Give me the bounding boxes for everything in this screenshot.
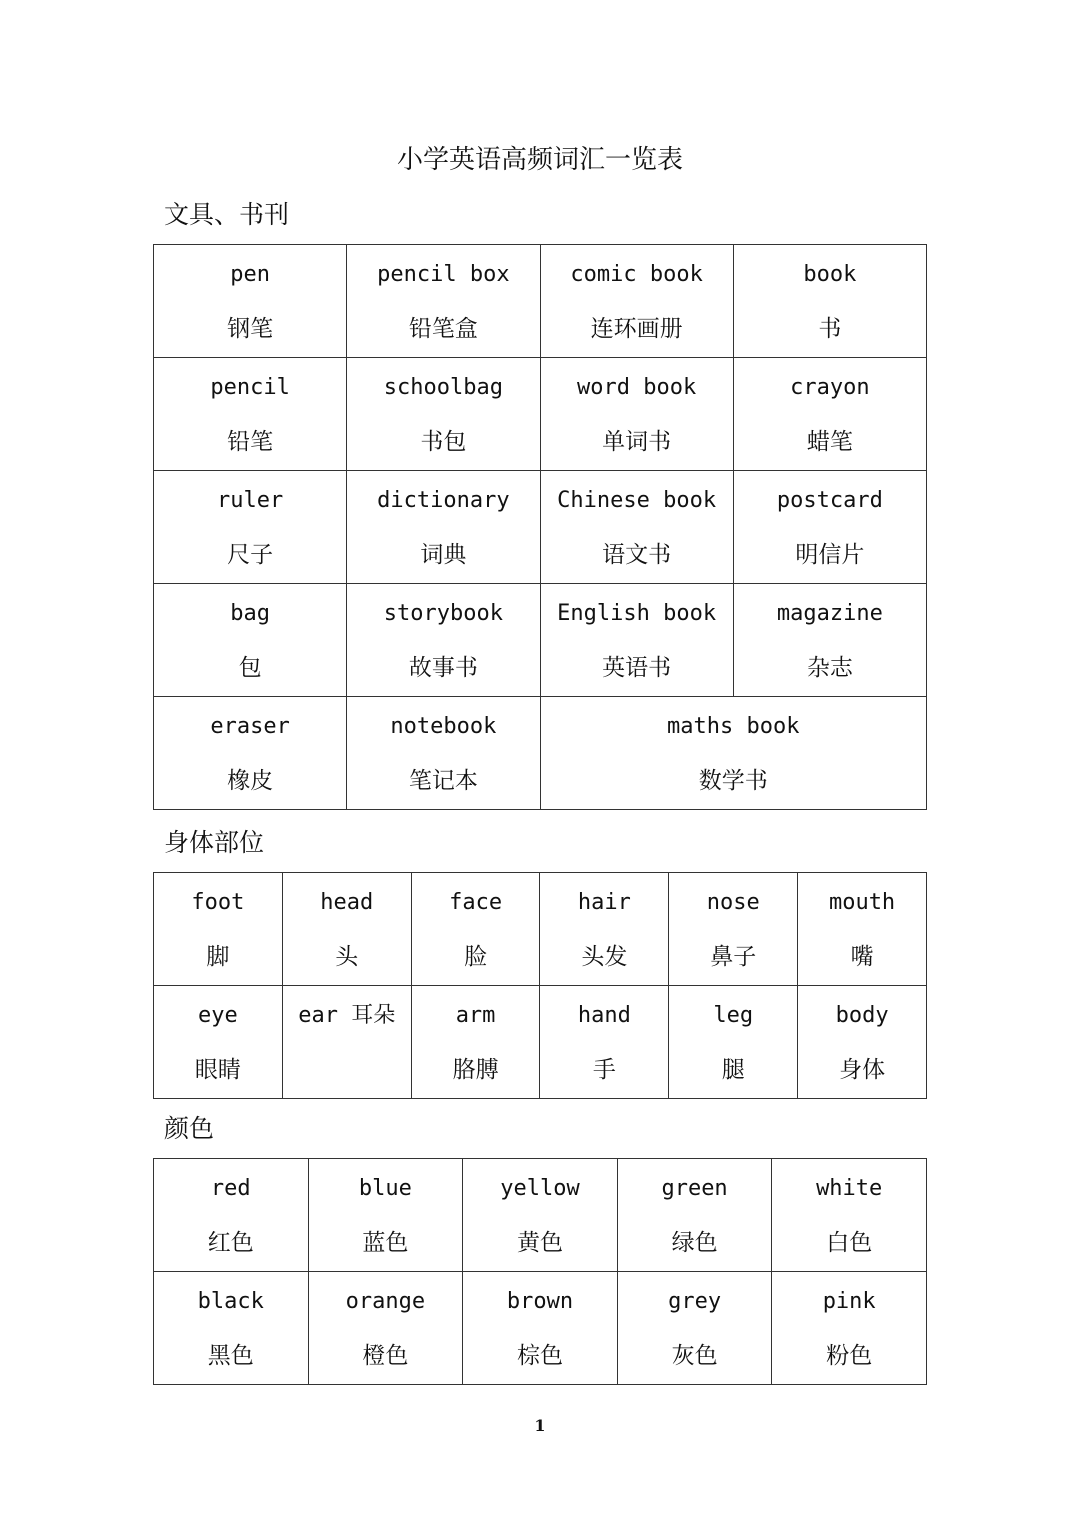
- chinese-meaning: 腿: [721, 1057, 745, 1083]
- stationery-table: [153, 244, 927, 810]
- english-word: bag: [230, 601, 270, 626]
- table-row: [154, 1272, 927, 1385]
- english-word: orange: [345, 1289, 426, 1314]
- english-word: arm: [455, 1003, 496, 1028]
- english-word: comic book: [570, 262, 703, 287]
- vocab-cell: [411, 986, 540, 1099]
- chinese-meaning: 灰色: [671, 1343, 718, 1369]
- chinese-meaning: 绿色: [671, 1230, 718, 1256]
- english-word: magazine: [776, 601, 883, 626]
- english-word: pink: [822, 1289, 876, 1314]
- table-row: [154, 986, 927, 1099]
- chinese-meaning: 英语书: [602, 655, 672, 681]
- chinese-meaning: 身体: [839, 1057, 886, 1083]
- vocab-cell: [798, 873, 927, 986]
- english-word: nose: [706, 890, 760, 915]
- vocab-cell: [347, 584, 540, 697]
- table-row: [154, 358, 927, 471]
- english-word: white: [816, 1176, 883, 1201]
- english-word: ruler: [217, 488, 284, 513]
- vocab-cell: [772, 1272, 927, 1385]
- chinese-meaning: 红色: [207, 1230, 254, 1256]
- english-word: pencil box: [377, 262, 510, 287]
- chinese-meaning: 脸: [464, 944, 488, 970]
- page-number: 1: [534, 1416, 546, 1435]
- table-row: [154, 471, 927, 584]
- english-word: mouth: [828, 890, 896, 915]
- english-word: leg: [713, 1003, 754, 1028]
- vocab-cell: [347, 358, 540, 471]
- page-title: 小学英语高频词汇一览表: [396, 145, 683, 175]
- chinese-meaning: 明信片: [795, 542, 865, 568]
- table-row: [154, 584, 927, 697]
- vocab-cell: [540, 471, 733, 584]
- chinese-meaning: 钢笔: [227, 316, 274, 342]
- chinese-meaning: 眼睛: [194, 1057, 241, 1083]
- chinese-meaning: 粉色: [826, 1343, 873, 1369]
- vocab-cell: [733, 358, 926, 471]
- english-word: brown: [506, 1289, 574, 1314]
- vocab-cell: [798, 986, 927, 1099]
- english-word: maths book: [667, 714, 800, 739]
- english-word: grey: [668, 1289, 722, 1314]
- chinese-meaning: 书: [818, 316, 842, 342]
- chinese-meaning: 头发: [581, 944, 628, 970]
- vocab-cell: [669, 873, 798, 986]
- section-heading-stationery: 文具、书刊: [164, 200, 290, 229]
- chinese-meaning: 手: [592, 1057, 616, 1083]
- english-word: yellow: [500, 1176, 580, 1201]
- english-word: green: [661, 1176, 728, 1201]
- vocab-cell: [540, 873, 669, 986]
- english-word: schoolbag: [383, 375, 503, 400]
- english-word: postcard: [776, 488, 883, 513]
- english-word: ear 耳朵: [298, 1003, 396, 1028]
- chinese-meaning: 连环画册: [590, 316, 683, 342]
- chinese-meaning: 头: [335, 944, 359, 970]
- chinese-meaning: 蓝色: [362, 1230, 409, 1256]
- english-word: crayon: [790, 375, 870, 400]
- vocab-cell: [617, 1272, 772, 1385]
- chinese-meaning: 蜡笔: [806, 429, 853, 455]
- chinese-meaning: 橙色: [362, 1343, 409, 1369]
- chinese-meaning: 书包: [420, 429, 467, 455]
- vocab-cell: [154, 873, 283, 986]
- vocab-cell: [282, 986, 411, 1099]
- english-word: book: [803, 262, 857, 287]
- vocab-cell: [154, 471, 347, 584]
- table-row: [154, 1159, 927, 1272]
- chinese-meaning: 脚: [206, 944, 230, 970]
- english-word: face: [449, 890, 503, 915]
- vocab-cell: [411, 873, 540, 986]
- english-word: blue: [358, 1176, 412, 1201]
- english-word: black: [197, 1289, 264, 1314]
- chinese-meaning: 笔记本: [408, 768, 478, 794]
- table-row: [154, 245, 927, 358]
- chinese-meaning: 语文书: [602, 542, 672, 568]
- colors-table: [153, 1158, 927, 1385]
- english-word: English book: [557, 601, 717, 626]
- english-word: hair: [577, 890, 631, 915]
- vocab-cell: [282, 873, 411, 986]
- vocab-cell: [733, 584, 926, 697]
- vocab-cell: [733, 471, 926, 584]
- vocab-cell: [154, 697, 347, 810]
- vocab-cell: [540, 358, 733, 471]
- chinese-meaning: 杂志: [806, 655, 853, 681]
- vocab-cell: [463, 1159, 618, 1272]
- chinese-meaning: 单词书: [602, 429, 672, 455]
- english-word: eraser: [210, 714, 290, 739]
- english-word: storybook: [383, 601, 503, 626]
- vocab-cell: [154, 986, 283, 1099]
- english-word: foot: [191, 890, 245, 915]
- chinese-meaning: 黑色: [207, 1343, 254, 1369]
- section-heading-body-parts: 身体部位: [164, 828, 265, 857]
- chinese-meaning: 故事书: [408, 655, 478, 681]
- chinese-meaning: 铅笔: [227, 429, 274, 455]
- english-word: pencil: [210, 375, 290, 400]
- chinese-meaning: 橡皮: [227, 768, 274, 794]
- chinese-meaning: 胳膊: [452, 1057, 499, 1083]
- chinese-meaning: 包: [238, 655, 262, 681]
- vocab-cell: [154, 584, 347, 697]
- section-heading-colors: 颜色: [164, 1114, 215, 1143]
- vocab-cell: [154, 1159, 309, 1272]
- vocab-cell: [308, 1159, 463, 1272]
- english-word: head: [320, 890, 374, 915]
- vocab-cell: [733, 245, 926, 358]
- english-word: eye: [198, 1003, 238, 1028]
- english-word: body: [835, 1003, 889, 1028]
- table-row: [154, 873, 927, 986]
- vocab-cell: [463, 1272, 618, 1385]
- chinese-meaning: 尺子: [227, 542, 274, 568]
- english-word: notebook: [390, 714, 497, 739]
- chinese-meaning: 白色: [826, 1230, 873, 1256]
- vocab-cell: [347, 245, 540, 358]
- vocab-cell: [617, 1159, 772, 1272]
- english-word: hand: [577, 1003, 631, 1028]
- chinese-meaning: 嘴: [850, 944, 874, 970]
- vocab-cell: [154, 245, 347, 358]
- vocab-cell-wide: [540, 697, 927, 810]
- chinese-meaning: 铅笔盒: [408, 316, 478, 342]
- vocab-cell: [540, 245, 733, 358]
- english-word: Chinese book: [557, 488, 717, 513]
- english-word: dictionary: [377, 488, 510, 513]
- english-word: word book: [577, 375, 697, 400]
- body-parts-table: [153, 872, 927, 1099]
- vocab-cell: [347, 697, 540, 810]
- vocab-cell: [772, 1159, 927, 1272]
- chinese-meaning: 词典: [420, 542, 467, 568]
- vocab-cell: [154, 358, 347, 471]
- vocab-cell: [540, 584, 733, 697]
- chinese-meaning: 数学书: [698, 768, 768, 794]
- chinese-meaning: 鼻子: [710, 944, 757, 970]
- english-word: red: [210, 1176, 251, 1201]
- english-word: pen: [230, 262, 270, 287]
- vocab-cell: [347, 471, 540, 584]
- vocab-cell: [669, 986, 798, 1099]
- table-row: [154, 697, 927, 810]
- vocab-cell: [540, 986, 669, 1099]
- chinese-meaning: 棕色: [516, 1343, 563, 1369]
- vocab-cell: [308, 1272, 463, 1385]
- chinese-meaning: 黄色: [516, 1230, 563, 1256]
- vocab-cell: [154, 1272, 309, 1385]
